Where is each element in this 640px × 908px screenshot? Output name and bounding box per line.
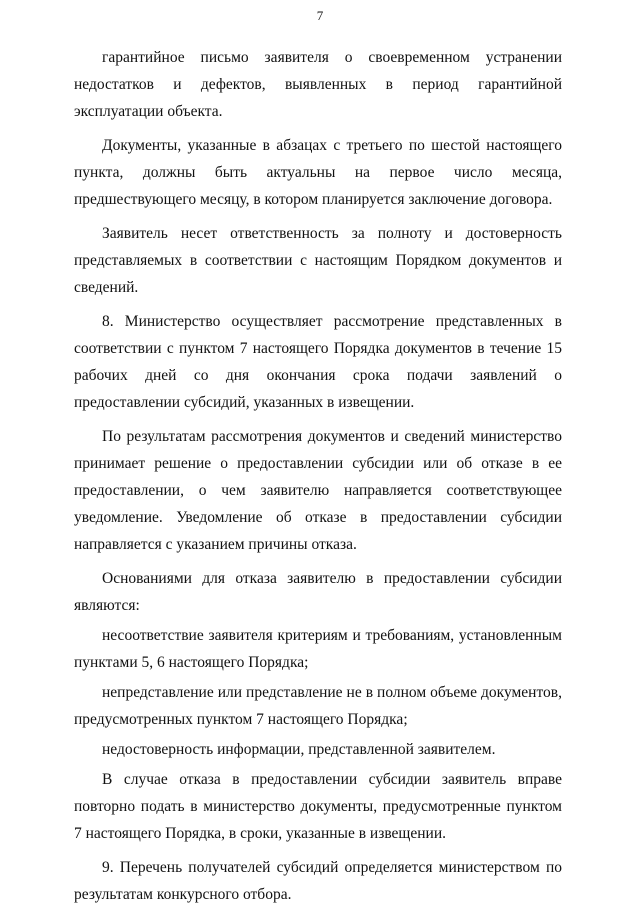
paragraph-ground-criteria: несоответствие заявителя критериям и требованиям, установленным пунктами 5, 6 настоящего Порядка; (74, 627, 562, 671)
paragraph-documents-actuality: Документы, указанные в абзацах с третьего по шестой настоящего пункта, должны быть актуальны на первое число месяца, предшествующего месяцу, в котором планируется заключение договора. (74, 137, 562, 208)
paragraph-review-results: По результатам рассмотрения документов и сведений министерство принимает решение о предоставлении субсидии или об отказе в ее предоставлении, о чем заявителю направляется соответствующее уведомление. Уведомление об отказе в предоставлении субсидии направляется с указанием причины отказа. (74, 428, 562, 553)
paragraph-item-8: 8. Министерство осуществляет рассмотрение представленных в соответствии с пунктом 7 настоящего Порядка документов в течение 15 рабочих дней со дня окончания срока подачи заявлений о предоставлении субсидий, указанных в извещении. (74, 313, 562, 411)
paragraph-item-9: 9. Перечень получателей субсидий определяется министерством по результатам конкурсного отбора. (74, 859, 562, 903)
paragraph-guarantee-letter: гарантийное письмо заявителя о своевременном устранении недостатков и дефектов, выявленных в период гарантийной эксплуатации объекта. (74, 49, 562, 120)
paragraph-resubmission: В случае отказа в предоставлении субсидии заявитель вправе повторно подать в министерство документы, предусмотренные пунктом 7 настоящего Порядка, в сроки, указанные в извещении. (74, 771, 562, 842)
paragraph-refusal-grounds: Основаниями для отказа заявителю в предоставлении субсидии являются: (74, 570, 562, 614)
paragraph-ground-documents: непредставление или представление не в полном объеме документов, предусмотренных пунктом 7 настоящего Порядка; (74, 684, 562, 728)
paragraph-ground-information: недостоверность информации, представленной заявителем. (102, 741, 496, 758)
document-body (74, 44, 562, 908)
page-number: 7 (316, 8, 324, 23)
paragraph-applicant-responsibility: Заявитель несет ответственность за полноту и достоверность представляемых в соответствии с настоящим Порядком документов и сведений. (74, 225, 562, 296)
